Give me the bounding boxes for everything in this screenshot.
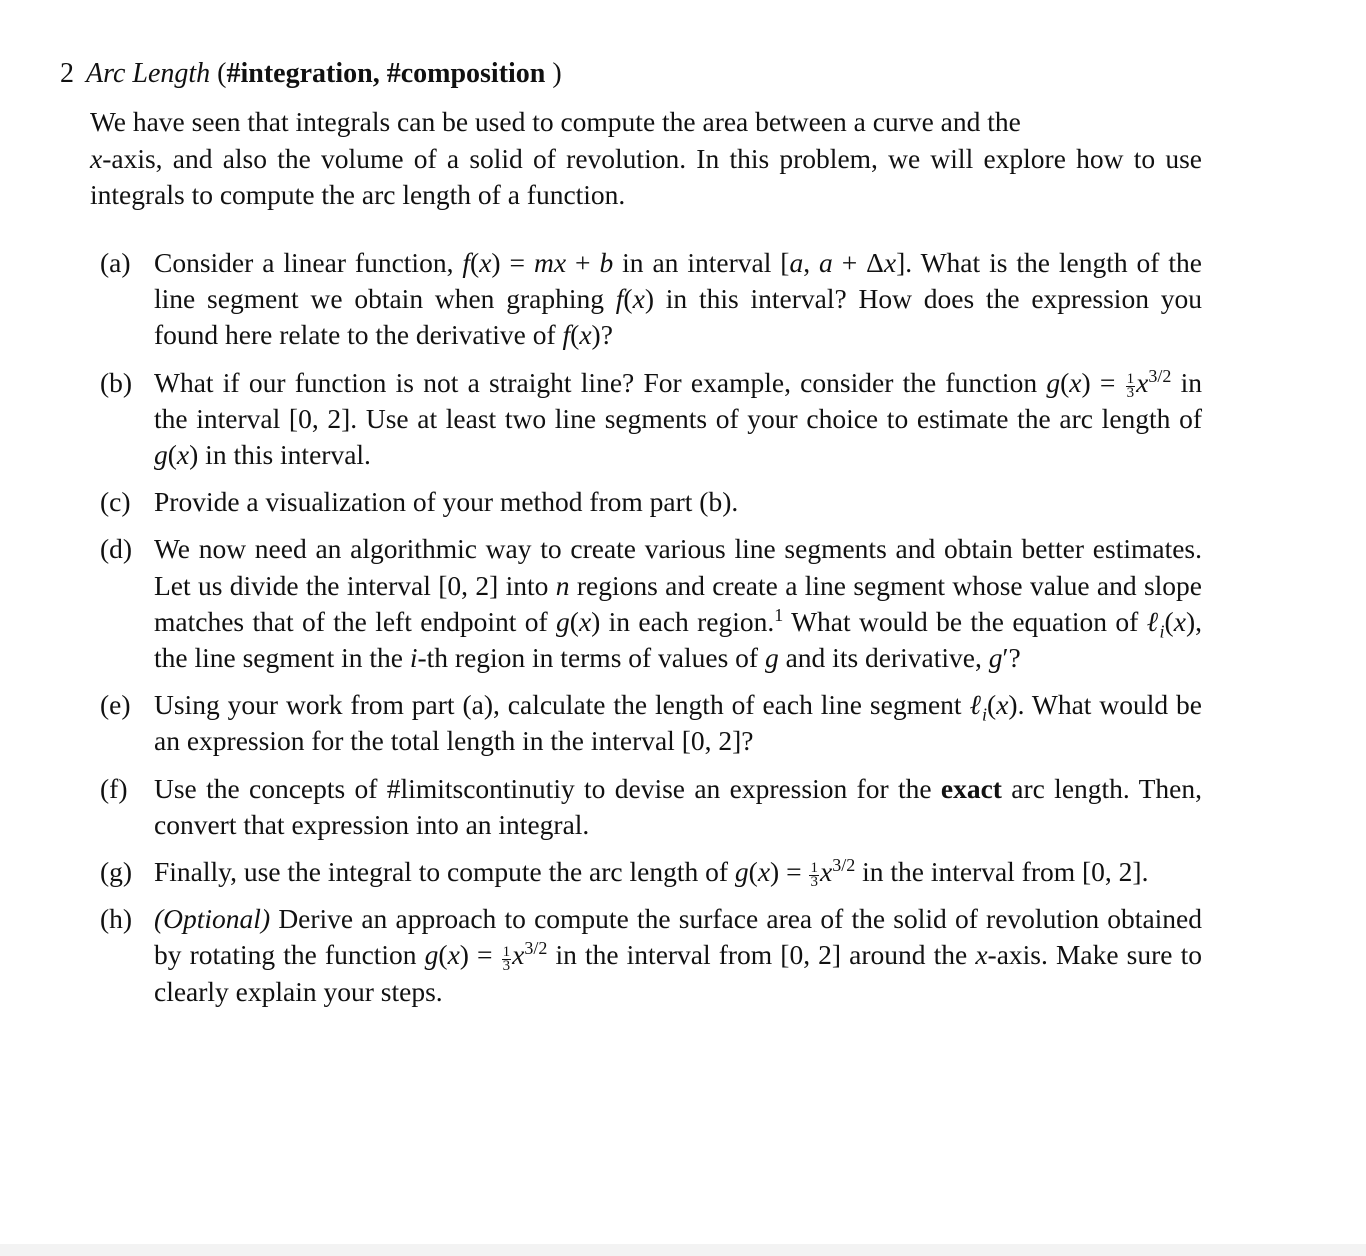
part-label: (a) — [100, 247, 131, 278]
part-text: We now need an algorithmic way to create various line segments and obtain better estimates. Let us divide the interval [0, 2] into n regions and create a line segment whose value and slope matches that of the left endpoint of g(x) in each region.$^1$ What would be the equation of ℓ$_i$(x), the line segment in the i-th region in terms of values of g and its derivative, g′? — [154, 533, 1203, 674]
tags-close-paren: ) — [552, 58, 562, 89]
part-text: Provide a visualization of your method from part (b). — [154, 486, 739, 518]
part-label: (c) — [100, 486, 131, 518]
tags-open-paren: ( — [217, 58, 227, 89]
intro-paragraph — [90, 104, 1202, 214]
part-text: Using your work from part (a), calculate the length of each line segment ℓ$_i$(x). What would be an expression for the total length in the interval [0, 2]? — [154, 689, 1203, 757]
part-e — [100, 687, 1202, 759]
part-text: What if our function is not a straight line? For example, consider the function g(x) = $\frac{1}{3}$ $x^{3/2}$ in the interval [0, 2]. Use at least two line segments of your choice to estimate the arc length of g(x) in this interval. — [154, 365, 1202, 471]
intro-text: We have seen that integrals can be used to compute the area between a curve and the x-axis, and also the volume of a solid of revolution. In this problem, we will explore how to use integrals to compute the arc length of a function. — [90, 106, 1202, 210]
part-text: (Optional) Derive an approach to compute the surface area of the solid of revolution obtained by rotating the function g(x) = $\frac{1}{3}$ $x^{3/2}$ in the interval from [0, 2] around the x-axis. Make sure to clearly explain your steps. — [154, 903, 1202, 1007]
part-a — [100, 245, 1202, 354]
part-c — [100, 484, 1202, 520]
bottom-edge — [0, 1244, 1366, 1256]
parts-list — [100, 245, 1202, 1010]
part-label: (g) — [100, 856, 133, 888]
part-b — [100, 365, 1202, 474]
part-g — [100, 854, 1202, 890]
part-text: Finally, use the integral to compute the arc length of g(x) = $\frac{1}{3}$ $x^{3/2}$ in the interval from [0, 2]. — [154, 854, 1149, 891]
part-label: (b) — [100, 366, 133, 398]
problem-tags: #integration, #composition — [226, 58, 546, 89]
part-f — [100, 771, 1202, 843]
part-text: Use the concepts of #limitscontinutiy to devise an expression for the exact arc length. Then, convert that expression into an integral. — [154, 772, 1202, 840]
problem-title: Arc Length — [86, 58, 211, 89]
part-label: (h) — [100, 903, 133, 935]
problem-number: 2 — [60, 58, 74, 89]
part-label: (d) — [100, 533, 133, 565]
part-label: (e) — [100, 689, 131, 721]
part-d — [100, 531, 1202, 676]
part-h — [100, 901, 1202, 1010]
problem-heading — [60, 56, 562, 92]
part-label: (f) — [100, 772, 128, 804]
part-text: Consider a linear function, f(x) = mx + b in an interval [a, a + Δx]. What is the length of the line segment we obtain when graphing f(x) in this interval? How does the expression you found here relate to the derivative of f(x)? — [154, 247, 1203, 351]
